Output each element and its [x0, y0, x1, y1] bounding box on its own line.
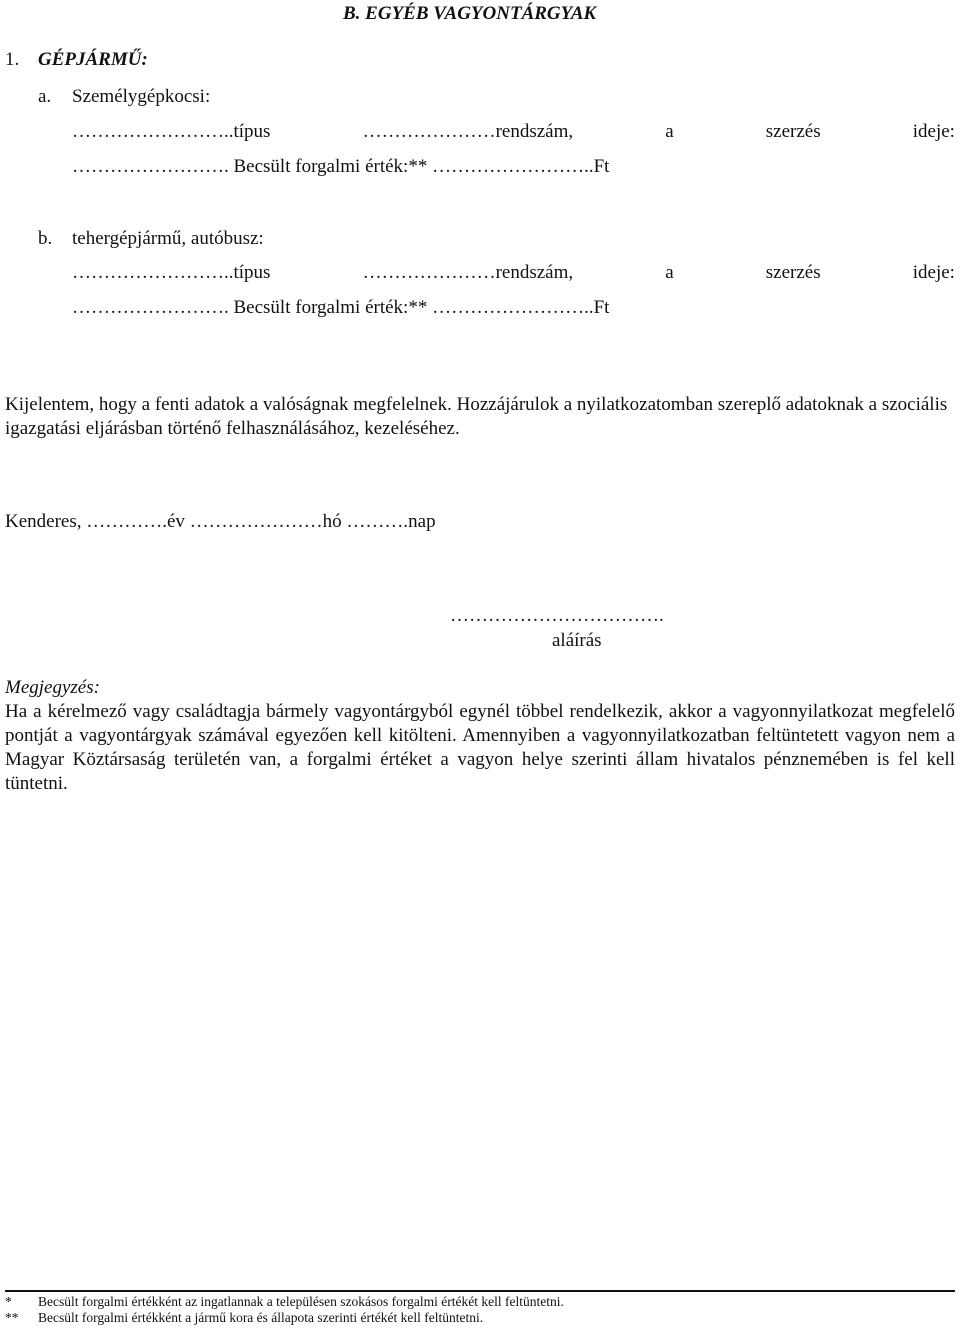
signature-dots: …………………………….	[450, 605, 664, 626]
item-a-type-field: ……………………..típus	[72, 121, 271, 142]
note-text: Ha a kérelmező vagy családtagja bármely vagyontárgyból egynél többel rendelkezik, akkor a vagyonnyilatkozat megfelelő pontját a vagyontárgyak számával egyezően kell kitölteni. Amennyiben a vagyonnyilatkozatban feltüntetett vagyon nem a Magyar Köztársaság területén van, a forgalmi értéket a vagyon helye szerinti állam hivatalos pénznemében is fel kell tüntetni.	[5, 701, 955, 794]
item-a-letter: a.	[38, 86, 52, 107]
footnote-2	[5, 1310, 483, 1326]
declaration-text: Kijelentem, hogy a fenti adatok a valóságnak megfelelnek. Hozzájárulok a nyilatkozatomban szereplő adatoknak a szociális igazgatási eljárásban történő felhasználásához, kezeléséhez.	[5, 394, 948, 439]
date-line: Kenderes, ………….év …………………hó ……….nap	[5, 511, 436, 532]
item-b-type-field: ……………………..típus	[72, 262, 271, 283]
section-number: 1.	[5, 49, 20, 70]
footnote-divider	[5, 1290, 955, 1292]
item-a-word: ideje:	[912, 121, 955, 142]
footnote-mark: **	[5, 1310, 19, 1325]
note-title: Megjegyzés:	[5, 677, 100, 698]
footnote-mark: *	[5, 1294, 12, 1309]
section-title: GÉPJÁRMŰ:	[38, 49, 148, 70]
document-title: B. EGYÉB VAGYONTÁRGYAK	[343, 3, 597, 24]
item-a-label: Személygépkocsi:	[72, 86, 211, 107]
item-b-label: tehergépjármű, autóbusz:	[72, 228, 264, 249]
item-b-letter: b.	[38, 228, 53, 249]
footnote-1	[5, 1294, 564, 1310]
item-a-line1	[72, 121, 955, 143]
footnote-text: Becsült forgalmi értékként az ingatlannak a településen szokásos forgalmi értékét kell feltüntetni.	[38, 1294, 564, 1309]
item-b-word: szerzés	[765, 262, 821, 283]
item-a-plate-field: …………………rendszám,	[362, 121, 574, 142]
footnote-text: Becsült forgalmi értékként a jármű kora és állapota szerinti értékét kell feltüntetni.	[38, 1310, 484, 1325]
item-a-word: a	[665, 121, 674, 142]
item-a-word: szerzés	[765, 121, 821, 142]
item-b-plate-field: …………………rendszám,	[362, 262, 574, 283]
item-b-word: a	[665, 262, 674, 283]
item-b-word: ideje:	[912, 262, 955, 283]
signature-label: aláírás	[552, 630, 602, 651]
item-b-value-line: ……………………. Becsült forgalmi érték:** ……………………..Ft	[72, 297, 610, 318]
item-b-line1	[72, 262, 955, 284]
item-a-value-line: ……………………. Becsült forgalmi érték:** ……………………..Ft	[72, 156, 610, 177]
